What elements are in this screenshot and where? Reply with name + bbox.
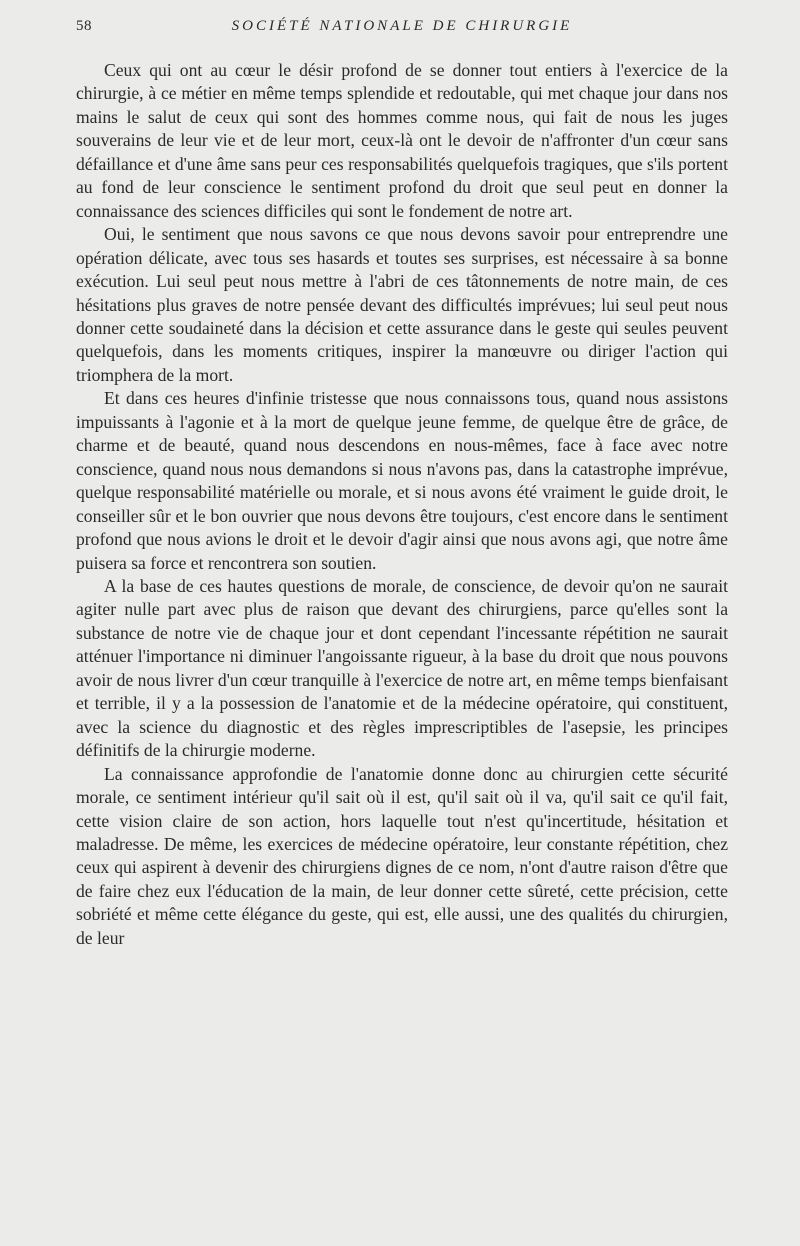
paragraph-5: La connaissance approfondie de l'anatomie donne donc au chirurgien cette sécurité morale, ce sentiment intérieur qu'il sait où il est, qu'il sait où il va, qu'il sait ce qu'il fait, cette vision claire de son action, hors laquelle tout n'est qu'incertitude, hésitation et maladresse. De même, les exercices de médecine opératoire, leur constante répétition, chez ceux qui aspirent à devenir des chirurgiens dignes de ce nom, n'ont d'autre raison d'être que de faire chez eux l'éducation de la main, de leur donner cette sûreté, cette précision, cette sobriété et même cette élégance du geste, qui est, elle aussi, une des qualités du chirurgien, de leur [76,763,728,948]
journal-title: SOCIÉTÉ NATIONALE DE CHIRURGIE [231,18,573,34]
paragraph-3: Et dans ces heures d'infinie tristesse que nous connaissons tous, quand nous assistons impuissants à l'agonie et à la mort de quelque jeune femme, de quelque être de grâce, de charme et de beauté, quand nous descendons en nous-mêmes, face à face avec notre conscience, quand nous nous demandons si nous n'avons pas, dans la catastrophe imprévue, quelque responsabilité matérielle ou morale, et si nous avons été vraiment le guide droit, le conseiller sûr et le bon ouvrier que nous devons être toujours, c'est encore dans le sentiment profond que nous avions le droit et le devoir d'agir ainsi que nous avons agi, que notre âme puisera sa force et rencontrera son soutien. [76,388,728,573]
paragraph-2: Oui, le sentiment que nous savons ce que nous devons savoir pour entreprendre une opération délicate, avec tous ses hasards et toutes ses surprises, est nécessaire à sa bonne exécution. Lui seul peut nous mettre à l'abri de ces tâtonnements de notre main, de ces hésitations plus graves de notre pensée devant des difficultés imprévues; lui seul peut nous donner cette soudaineté dans la décision et cette assurance dans le geste qui seules peuvent quelquefois, dans les moments critiques, inspirer la manœuvre ou diriger l'action qui triomphera de la mort. [76,224,728,385]
body-text [76,59,728,950]
page-number: 58 [76,18,92,34]
running-head [76,18,728,44]
paragraph-4: A la base de ces hautes questions de morale, de conscience, de devoir qu'on ne saurait agiter nulle part avec plus de raison que devant des chirurgiens, parce qu'elles sont la substance de notre vie de chaque jour et dont cependant l'incessante répétition ne saurait atténuer l'importance ni diminuer l'angoissante rigueur, à la base du droit que nous pouvons avoir de nous livrer d'un cœur tranquille à l'exercice de notre art, en même temps bienfaisant et terrible, il y a la possession de l'anatomie et de la médecine opératoire, qui constituent, avec la science du diagnostic et des règles imprescriptibles de l'asepsie, les principes définitifs de la chirurgie moderne. [76,575,728,761]
paragraph-1: Ceux qui ont au cœur le désir profond de se donner tout entiers à l'exercice de la chirurgie, à ce métier en même temps splendide et redoutable, qui met chaque jour dans nos mains le salut de ceux qui sont des hommes comme nous, qui fait de nous les juges souverains de leur vie et de leur mort, ceux-là ont le devoir de n'affronter d'un cœur sans défaillance et d'une âme sans peur ces responsabilités quelquefois tragiques, que s'ils portent au fond de leur conscience le sentiment profond du droit que seul peut en donner la connaissance des sciences difficiles qui sont le fondement de notre art. [76,60,728,221]
